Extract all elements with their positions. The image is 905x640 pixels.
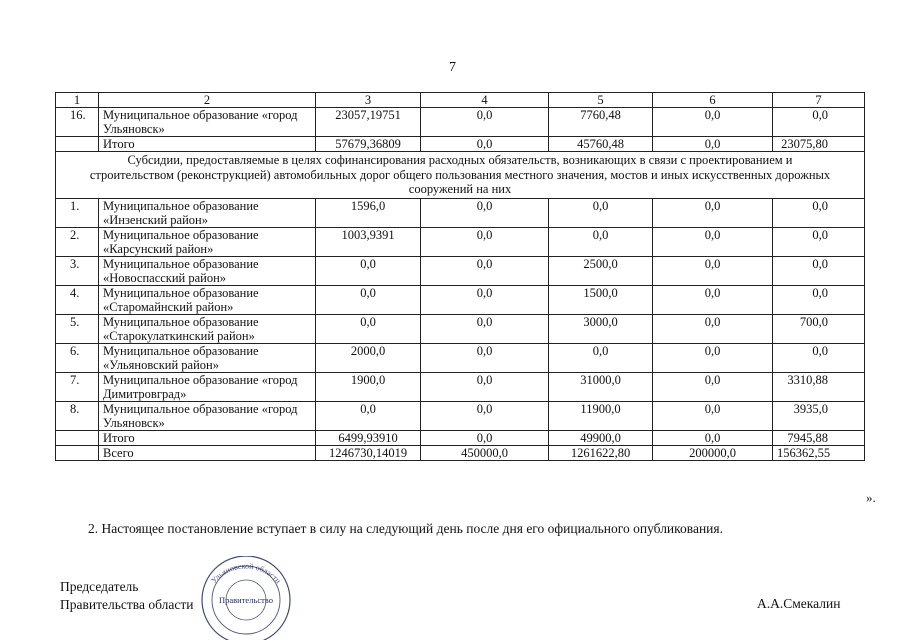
row-value: 0,0 bbox=[549, 198, 653, 227]
row-number: 16. bbox=[56, 108, 99, 137]
row-number: 4. bbox=[56, 285, 99, 314]
row-value: 1261622,80 bbox=[549, 445, 653, 460]
header-cell: 4 bbox=[421, 93, 549, 108]
section-title: Субсидии, предоставляемые в целях софинансирования расходных обязательств, возникающих в связи с проектированием и строительством (реконструкцией) автомобильных дорог общего пользования местного значения, мостов и иных искусственных дорожных сооружений на них bbox=[56, 152, 865, 199]
official-seal-icon bbox=[196, 556, 296, 640]
row-value: 0,0 bbox=[421, 108, 549, 137]
row-number: 7. bbox=[56, 372, 99, 401]
signer-title-line: Председатель bbox=[60, 579, 139, 594]
row-value: 7760,48 bbox=[549, 108, 653, 137]
row-number: 6. bbox=[56, 343, 99, 372]
table-row bbox=[56, 198, 865, 227]
row-value: 0,0 bbox=[316, 256, 421, 285]
row-value: 0,0 bbox=[653, 256, 773, 285]
table-row bbox=[56, 343, 865, 372]
row-value: 0,0 bbox=[653, 372, 773, 401]
seal-inner-text: Правительство bbox=[218, 595, 274, 605]
seal-ring-text: Ульяновской области bbox=[209, 561, 283, 586]
row-number bbox=[56, 445, 99, 460]
table-row bbox=[56, 108, 865, 137]
row-number: 3. bbox=[56, 256, 99, 285]
row-value: 200000,0 bbox=[653, 445, 773, 460]
page-number: 7 bbox=[449, 60, 456, 75]
row-value: 0,0 bbox=[421, 314, 549, 343]
row-value: 0,0 bbox=[653, 430, 773, 445]
row-value: 0,0 bbox=[421, 256, 549, 285]
row-name: Муниципальное образование «Ульяновский район» bbox=[99, 343, 316, 372]
table-row bbox=[56, 430, 865, 445]
row-number: 2. bbox=[56, 227, 99, 256]
row-value: 0,0 bbox=[773, 285, 865, 314]
row-value: 0,0 bbox=[549, 227, 653, 256]
row-value: 0,0 bbox=[653, 343, 773, 372]
table-row bbox=[56, 137, 865, 152]
table-body bbox=[56, 93, 865, 461]
row-number: 5. bbox=[56, 314, 99, 343]
row-name: Итого bbox=[99, 430, 316, 445]
row-value: 0,0 bbox=[773, 108, 865, 137]
row-name: Муниципальное образование «город Ульяновск» bbox=[99, 108, 316, 137]
row-value: 11900,0 bbox=[549, 401, 653, 430]
subsidy-table bbox=[55, 92, 865, 461]
row-value: 1900,0 bbox=[316, 372, 421, 401]
row-value: 0,0 bbox=[653, 108, 773, 137]
row-value: 0,0 bbox=[421, 343, 549, 372]
table-row bbox=[56, 445, 865, 460]
row-value: 0,0 bbox=[773, 227, 865, 256]
row-value: 0,0 bbox=[653, 314, 773, 343]
header-cell: 1 bbox=[56, 93, 99, 108]
row-value: 0,0 bbox=[773, 198, 865, 227]
row-value: 3310,88 bbox=[773, 372, 865, 401]
row-number bbox=[56, 137, 99, 152]
row-value: 31000,0 bbox=[549, 372, 653, 401]
row-value: 1003,9391 bbox=[316, 227, 421, 256]
row-name: Муниципальное образование «Инзенский район» bbox=[99, 198, 316, 227]
row-value: 156362,55 bbox=[773, 445, 865, 460]
row-value: 2500,0 bbox=[549, 256, 653, 285]
row-name: Всего bbox=[99, 445, 316, 460]
row-value: 0,0 bbox=[653, 401, 773, 430]
row-value: 3000,0 bbox=[549, 314, 653, 343]
row-value: 23057,19751 bbox=[316, 108, 421, 137]
header-cell: 3 bbox=[316, 93, 421, 108]
row-value: 1246730,14019 bbox=[316, 445, 421, 460]
section-title-row bbox=[56, 152, 865, 199]
row-value: 0,0 bbox=[316, 401, 421, 430]
table-row bbox=[56, 227, 865, 256]
row-number: 1. bbox=[56, 198, 99, 227]
row-value: 0,0 bbox=[773, 343, 865, 372]
row-name: Муниципальное образование «Карсунский район» bbox=[99, 227, 316, 256]
closing-quote: ». bbox=[866, 490, 876, 505]
header-cell: 7 bbox=[773, 93, 865, 108]
row-value: 2000,0 bbox=[316, 343, 421, 372]
row-value: 7945,88 bbox=[773, 430, 865, 445]
row-value: 0,0 bbox=[421, 137, 549, 152]
row-value: 0,0 bbox=[653, 285, 773, 314]
row-value: 57679,36809 bbox=[316, 137, 421, 152]
row-value: 0,0 bbox=[421, 401, 549, 430]
table-row bbox=[56, 256, 865, 285]
table-header-row bbox=[56, 93, 865, 108]
row-value: 1596,0 bbox=[316, 198, 421, 227]
row-value: 49900,0 bbox=[549, 430, 653, 445]
row-value: 0,0 bbox=[421, 198, 549, 227]
table-row bbox=[56, 372, 865, 401]
row-number: 8. bbox=[56, 401, 99, 430]
row-value: 3935,0 bbox=[773, 401, 865, 430]
row-number bbox=[56, 430, 99, 445]
clause-text: 2. Настоящее постановление вступает в силу на следующий день после дня его официального опубликования. bbox=[88, 521, 723, 536]
row-value: 0,0 bbox=[653, 137, 773, 152]
signer-title bbox=[60, 578, 193, 614]
signer-name: А.А.Смекалин bbox=[757, 596, 841, 611]
row-value: 45760,48 bbox=[549, 137, 653, 152]
signer-title-line: Правительства области bbox=[60, 597, 194, 612]
table-row bbox=[56, 314, 865, 343]
row-name: Итого bbox=[99, 137, 316, 152]
row-value: 0,0 bbox=[316, 285, 421, 314]
header-cell: 2 bbox=[99, 93, 316, 108]
row-value: 6499,93910 bbox=[316, 430, 421, 445]
row-value: 0,0 bbox=[421, 372, 549, 401]
row-name: Муниципальное образование «Старокулаткинский район» bbox=[99, 314, 316, 343]
header-cell: 5 bbox=[549, 93, 653, 108]
row-value: 450000,0 bbox=[421, 445, 549, 460]
row-value: 1500,0 bbox=[549, 285, 653, 314]
table-row bbox=[56, 401, 865, 430]
row-name: Муниципальное образование «город Ульяновск» bbox=[99, 401, 316, 430]
row-value: 0,0 bbox=[653, 198, 773, 227]
row-name: Муниципальное образование «Новоспасский район» bbox=[99, 256, 316, 285]
row-value: 0,0 bbox=[421, 227, 549, 256]
row-value: 0,0 bbox=[421, 430, 549, 445]
row-value: 0,0 bbox=[549, 343, 653, 372]
row-value: 700,0 bbox=[773, 314, 865, 343]
row-value: 0,0 bbox=[316, 314, 421, 343]
row-value: 23075,80 bbox=[773, 137, 865, 152]
header-cell: 6 bbox=[653, 93, 773, 108]
row-name: Муниципальное образование «город Димитровград» bbox=[99, 372, 316, 401]
table-row bbox=[56, 285, 865, 314]
row-value: 0,0 bbox=[773, 256, 865, 285]
row-value: 0,0 bbox=[421, 285, 549, 314]
row-value: 0,0 bbox=[653, 227, 773, 256]
row-name: Муниципальное образование «Старомайнский район» bbox=[99, 285, 316, 314]
